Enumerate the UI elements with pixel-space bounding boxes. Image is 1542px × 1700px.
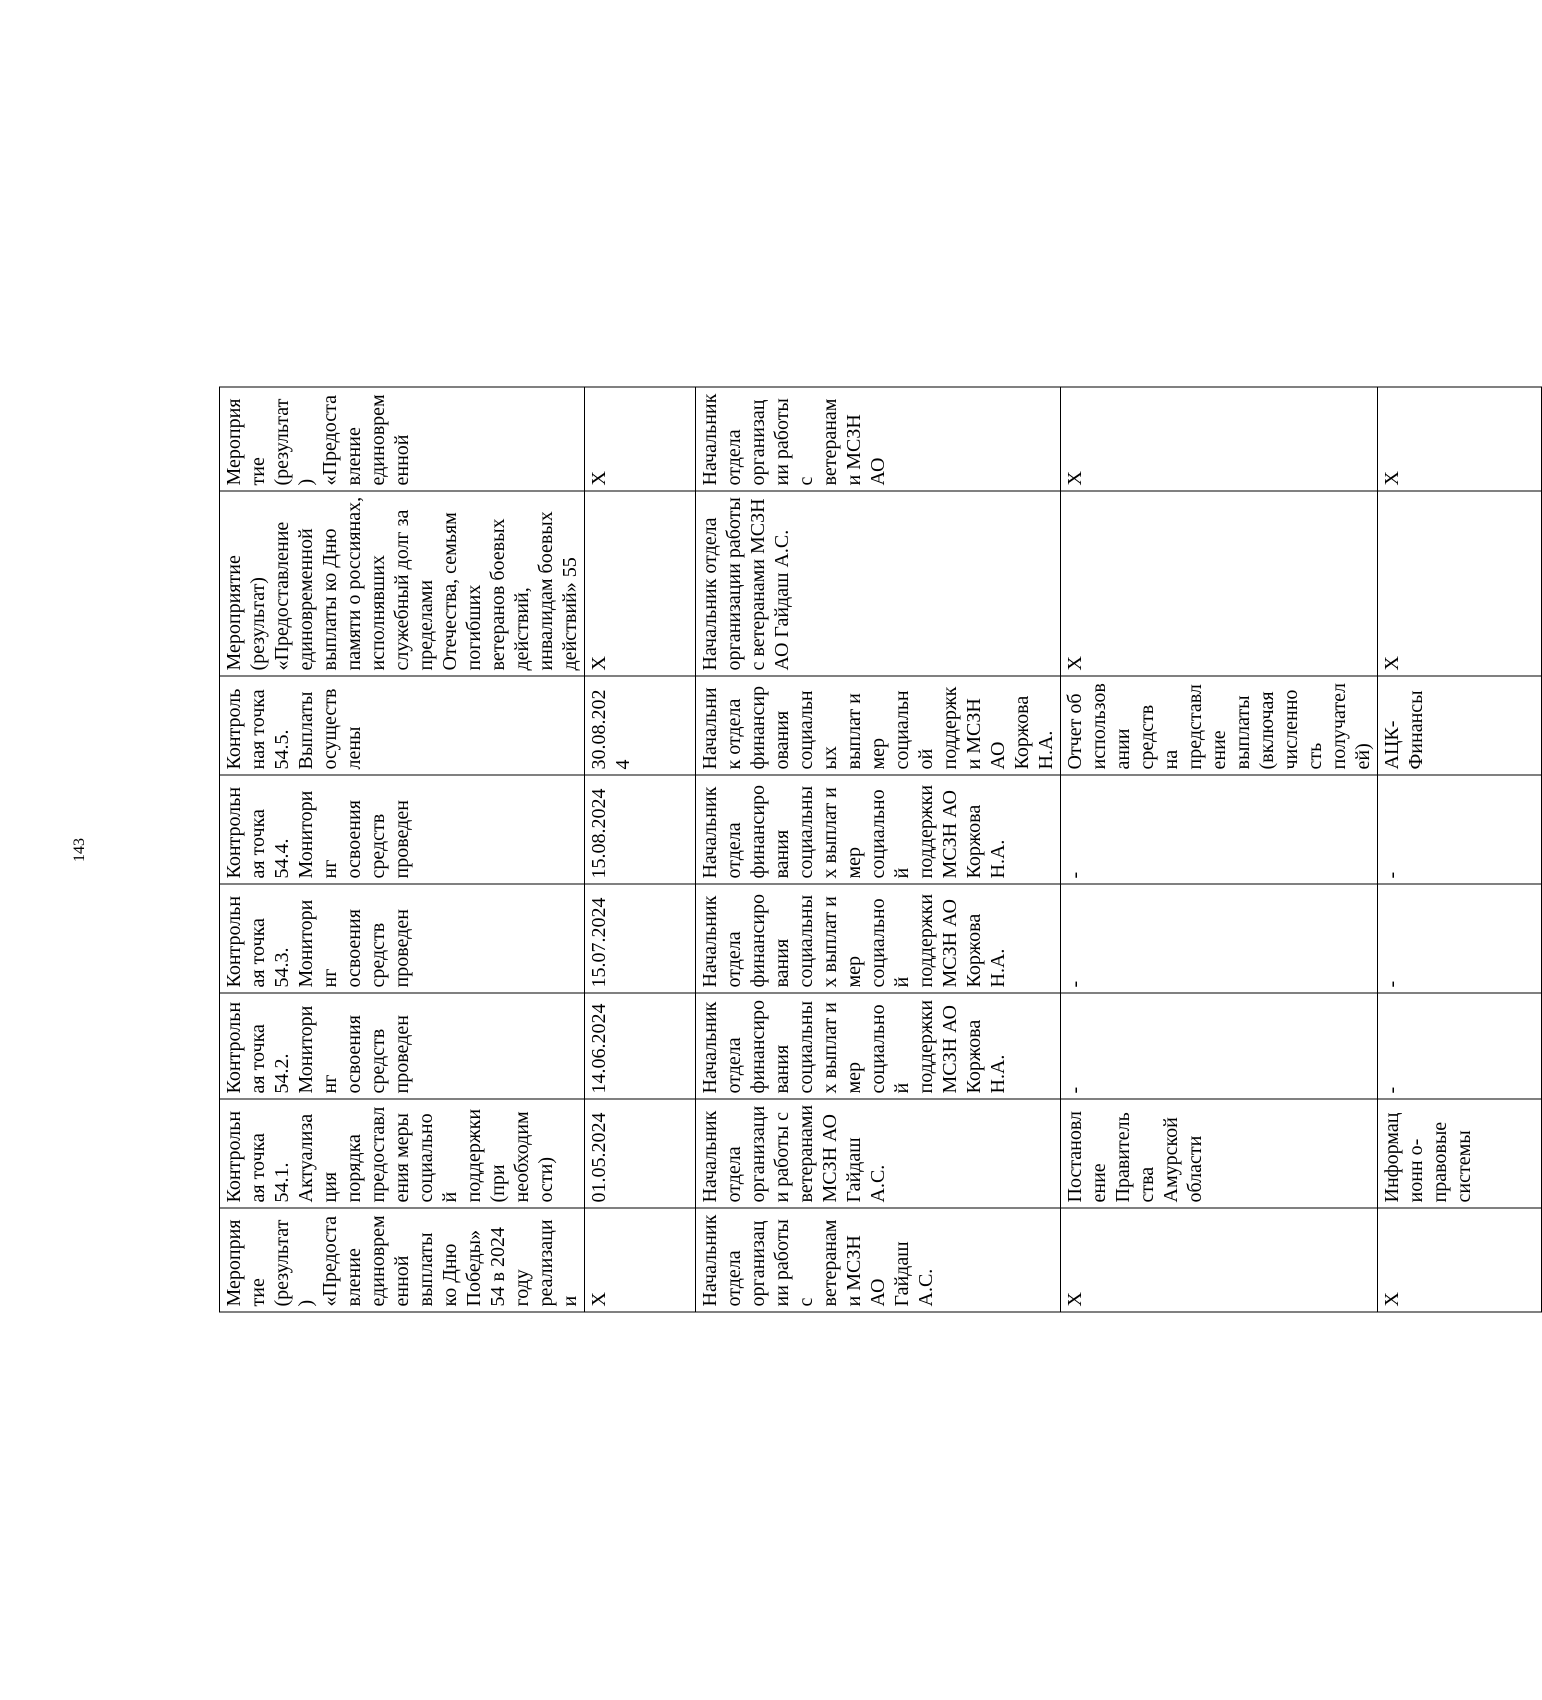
responsible-cell: Начальник отдела организации работы с ветеранами МСЗН АО Гайдаш А.С. [696,1208,1061,1312]
event-cell: Контрольная точка 54.3. Мониторинг освоения средств проведен [220,884,585,993]
responsible-cell: Начальник отдела финансирования социальных выплат и мер социальной поддержки МСЗН АО Коржова Н.А. [696,775,1061,884]
information-system-cell: - [1378,884,1542,993]
information-system-cell: - [1378,775,1542,884]
date-cell: 01.05.2024 [585,1099,696,1208]
document-cell: Х [1061,387,1378,491]
document-row [1061,387,1378,1312]
document-cell: - [1061,993,1378,1099]
event-row [220,387,585,1312]
responsible-cell: Начальник отдела финансирования социальных выплат и мер социальной поддержки МСЗН АО Коржова Н.А. [696,884,1061,993]
responsible-cell: Начальник отдела финансирования социальных выплат и мер социальной поддержки МСЗН АО Коржова Н.А. [696,993,1061,1099]
event-cell: Мероприятие (результат) «Предоставление единовременной выплаты ко Дню памяти о россиянах, исполнявших служебный долг за пределами Отечества, семьям погибших ветеранов боевых действий, инвалидам боевых действий» 55 [220,491,585,676]
plan-table-body [220,387,1542,1312]
event-cell: Контрольная точка 54.1. Актуализация порядка предоставления меры социальной поддержки (при необходимости) [220,1099,585,1208]
document-cell: Х [1061,1208,1378,1312]
document-cell: Х [1061,491,1378,676]
date-cell: Х [585,387,696,491]
information-system-cell: - [1378,993,1542,1099]
event-cell: Контрольная точка 54.5. Выплаты осуществлены [220,676,585,775]
system-row [1378,387,1542,1312]
information-system-cell: Х [1378,387,1542,491]
document-cell: Постановление Правительства Амурской области [1061,1099,1378,1208]
date-cell: 15.07.2024 [585,884,696,993]
information-system-cell: АЦК-Финансы [1378,676,1542,775]
page-number: 143 [71,838,88,862]
information-system-cell: Х [1378,491,1542,676]
responsible-row [696,387,1061,1312]
event-cell: Мероприятие (результат) «Предоставление единовременной выплаты ко Дню Победы» 54 в 2024 году реализации [220,1208,585,1312]
event-cell: Контрольная точка 54.4. Мониторинг освоения средств проведен [220,775,585,884]
date-cell: Х [585,491,696,676]
responsible-cell: Начальник отдела финансирования социальных выплат и мер социальной поддержки МСЗН АО Коржова Н.А. [696,676,1061,775]
date-cell: 14.06.2024 [585,993,696,1099]
date-cell: 30.08.2024 [585,676,696,775]
document-cell: Отчет об использовании средств на представление выплаты (включая численность получателей) [1061,676,1378,775]
date-cell: Х [585,1208,696,1312]
responsible-cell: Начальник отдела организации работы с ветеранами МСЗН АО [696,387,1061,491]
event-cell: Контрольная точка 54.2. Мониторинг освоения средств проведен [220,993,585,1099]
table-wrapper [219,388,1475,1313]
date-row [585,387,696,1312]
plan-table [219,387,1542,1313]
information-system-cell: Х [1378,1208,1542,1312]
date-cell: 15.08.2024 [585,775,696,884]
event-cell: Мероприятие (результат) «Предоставление единовременной [220,387,585,491]
information-system-cell: Информационн о-правовые системы [1378,1099,1542,1208]
document-cell: - [1061,884,1378,993]
document-cell: - [1061,775,1378,884]
responsible-cell: Начальник отдела организации работы с ветеранами МСЗН АО Гайдаш А.С. [696,491,1061,676]
responsible-cell: Начальник отдела организации работы с ветеранами МСЗН АО Гайдаш А.С. [696,1099,1061,1208]
